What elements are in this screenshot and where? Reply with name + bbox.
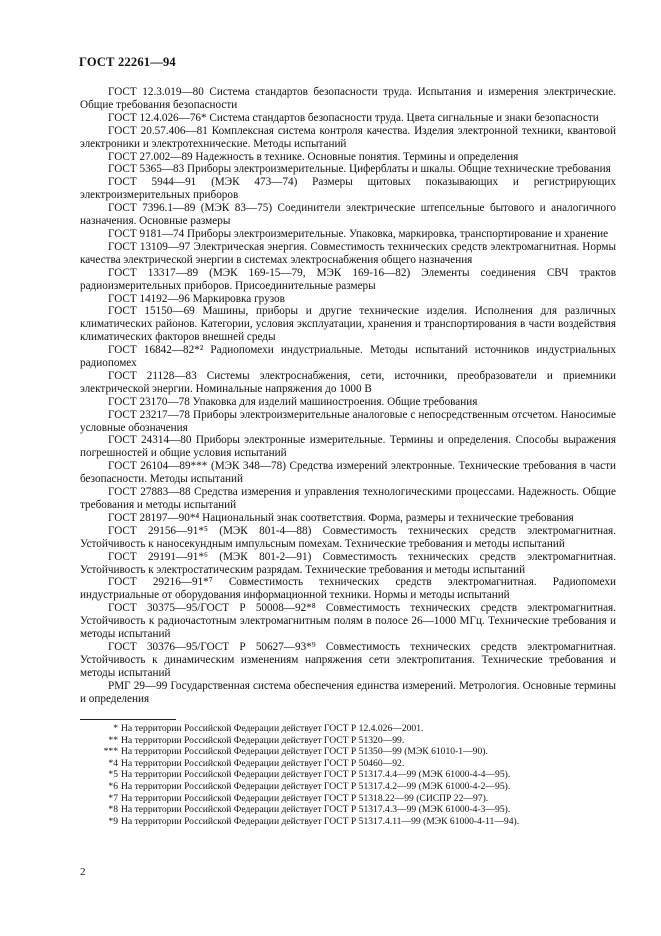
footnote-mark: *6 <box>108 780 118 792</box>
footnote <box>80 758 616 770</box>
footnote <box>80 723 616 735</box>
footnote-mark: *9 <box>108 815 118 827</box>
page-number: 2 <box>80 866 86 878</box>
footnote-text: На территории Российской Федерации действует ГОСТ Р 51317.4.4—99 (МЭК 61000-4-4—95). <box>121 769 511 781</box>
reference-item: ГОСТ 14192—96 Маркировка грузов <box>108 292 285 305</box>
reference-item: ГОСТ 12.4.026—76* Система стандартов безопасности труда. Цвета сигнальные и знаки безопасности <box>108 111 599 124</box>
reference-item: ГОСТ 12.3.019—80 Система стандартов безопасности труда. Испытания и измерения электрические. Общие требования безопасности <box>80 86 616 111</box>
footnote <box>80 769 616 781</box>
reference-item: ГОСТ 26104—89*** (МЭК 348—78) Средства измерений электронные. Технические требования в части безопасности. Методы испытаний <box>80 460 616 486</box>
footnote-text: На территории Российской Федерации действует ГОСТ Р 51317.4.11—99 (МЭК 61000-4-11—94). <box>121 815 520 827</box>
footnote <box>80 804 616 816</box>
footnote-text: На территории Российской Федерации действует ГОСТ Р 51317.4.3—99 (МЭК 61000-4-3—95). <box>121 804 511 816</box>
footnote-mark: * <box>113 723 118 734</box>
footnote <box>80 793 616 805</box>
reference-item: ГОСТ 27.002—89 Надежность в технике. Основные понятия. Термины и определения <box>108 150 519 163</box>
footnote <box>80 781 616 793</box>
reference-item: ГОСТ 5365—83 Приборы электроизмерительные. Циферблаты и шкалы. Общие технические требования <box>108 163 611 176</box>
footnote-mark: *4 <box>108 757 118 769</box>
footnote-divider <box>80 719 176 720</box>
footnote-mark: *** <box>103 746 118 758</box>
footnote-text: На территории Российской Федерации действует ГОСТ Р 51318.22—99 (СИСПР 22—97). <box>121 792 489 804</box>
reference-item: ГОСТ 29156—91*⁵ (МЭК 801-4—88) Совместимость технических средств электромагнитная. Устойчивость к наносекундным импульсным помехам. Технические требования и методы испытаний <box>80 524 616 550</box>
footnote-text: На территории Российской Федерации действует ГОСТ Р 51350—99 (МЭК 61010-1—90). <box>121 746 488 758</box>
reference-item: ГОСТ 15150—69 Машины, приборы и другие технические изделия. Исполнения для различных климатических районов. Категории, условия эксплуатации, хранения и транспортирования в части воздействия климатических факторов внешней среды <box>80 305 616 344</box>
footnote <box>80 746 616 758</box>
footnote-mark: *7 <box>108 792 118 804</box>
reference-item: ГОСТ 13317—89 (МЭК 169-15—79, МЭК 169-16—82) Элементы соединения СВЧ трактов радиоизмерительных приборов. Присоединительные размеры <box>80 266 616 292</box>
reference-item: ГОСТ 23217—78 Приборы электроизмерительные аналоговые с непосредственным отсчетом. Наносимые условные обозначения <box>80 408 616 434</box>
footnote-text: На территории Российской Федерации действует ГОСТ Р 50460—92. <box>121 757 405 769</box>
footnote-text: На территории Российской Федерации действует ГОСТ Р 51320—99. <box>121 734 405 746</box>
reference-item: ГОСТ 7396.1—89 (МЭК 83—75) Соединители электрические штепсельные бытового и аналогичного назначения. Основные размеры <box>80 202 616 228</box>
reference-item: ГОСТ 28197—90*⁴ Национальный знак соответствия. Форма, размеры и технические требования <box>108 511 574 524</box>
reference-item: ГОСТ 27883—88 Средства измерения и управления технологическими процессами. Надежность. Общие требования и методы испытаний <box>80 486 616 511</box>
reference-item: ГОСТ 20.57.406—81 Комплексная система контроля качества. Изделия электронной техники, квантовой электроники и электротехнические. Методы испытаний <box>80 124 616 150</box>
footnote-mark: ** <box>108 734 118 746</box>
reference-item: ГОСТ 24314—80 Приборы электронные измерительные. Термины и определения. Способы выражения погрешностей и общие условия испытаний <box>80 434 616 460</box>
reference-item: ГОСТ 23170—78 Упаковка для изделий машиностроения. Общие требования <box>108 395 478 408</box>
reference-list <box>80 86 616 706</box>
reference-item: ГОСТ 30375—95/ГОСТ Р 50008—92*⁸ Совместимость технических средств электромагнитная. Устойчивость к радиочастотным электромагнитным полям в полосе 26—1000 МГц. Технические требования и методы испытаний <box>80 602 616 641</box>
footnotes <box>80 723 616 827</box>
footnote-text: На территории Российской Федерации действует ГОСТ Р 51317.4.2—99 (МЭК 61000-4-2—95). <box>121 780 511 792</box>
reference-item: ГОСТ 29191—91*⁶ (МЭК 801-2—91) Совместимость технических средств электромагнитная. Устойчивость к электростатическим разрядам. Технические требования и методы испытаний <box>80 550 616 576</box>
reference-item: ГОСТ 30376—95/ГОСТ Р 50627—93*⁹ Совместимость технических средств электромагнитная. Устойчивость к динамическим изменениям напряжения сети электропитания. Технические требования и методы испытаний <box>80 640 616 679</box>
reference-item: ГОСТ 21128—83 Системы электроснабжения, сети, источники, преобразователи и приемники электрической энергии. Номинальные напряжения до 1000 В <box>80 369 616 395</box>
footnote-mark: *8 <box>108 804 118 816</box>
footnote <box>80 735 616 747</box>
reference-item: ГОСТ 13109—97 Электрическая энергия. Совместимость технических средств электромагнитная. Нормы качества электрической энергии в системах электроснабжения общего назначения <box>80 240 616 266</box>
reference-item: ГОСТ 5944—91 (МЭК 473—74) Размеры щитовых показывающих и регистрирующих электроизмерительных приборов <box>80 176 616 202</box>
reference-item: ГОСТ 16842—82*² Радиопомехи индустриальные. Методы испытаний источников индустриальных радиопомех <box>80 344 616 370</box>
reference-item: ГОСТ 9181—74 Приборы электроизмерительные. Упаковка, маркировка, транспортирование и хранение <box>108 227 609 240</box>
document-header: ГОСТ 22261—94 <box>79 55 176 69</box>
footnote <box>80 816 616 828</box>
reference-item: ГОСТ 29216—91*⁷ Совместимость технических средств электромагнитная. Радиопомехи индустриальные от оборудования информационной техники. Нормы и методы испытаний <box>80 576 616 602</box>
footnote-text: На территории Российской Федерации действует ГОСТ Р 12.4.026—2001. <box>121 723 424 734</box>
reference-item: РМГ 29—99 Государственная система обеспечения единства измерений. Метрология. Основные термины и определения <box>80 679 616 705</box>
footnote-mark: *5 <box>108 769 118 781</box>
